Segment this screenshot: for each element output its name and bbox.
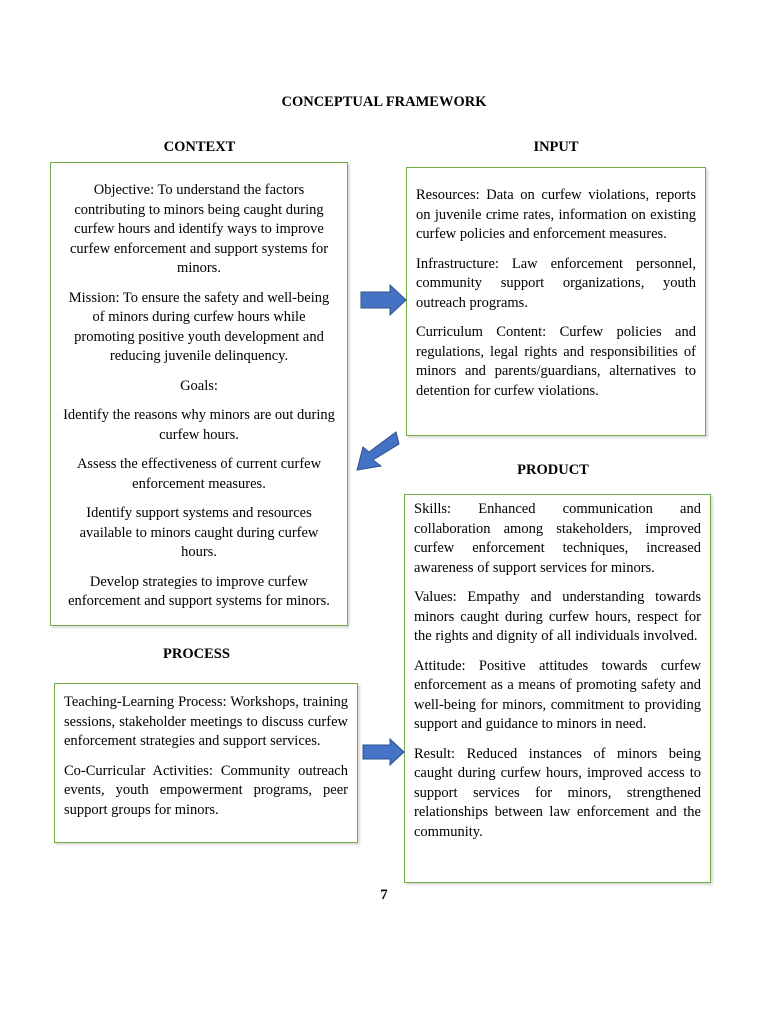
process-box bbox=[54, 683, 358, 843]
right-arrow-icon bbox=[360, 284, 408, 316]
product-result: Result: Reduced instances of minors being caught during curfew hours, improved access to support services for minors, strengthened relationships between law enforcement and the community. bbox=[414, 745, 701, 840]
context-box bbox=[50, 162, 348, 626]
product-attitude: Attitude: Positive attitudes towards curfew enforcement as a means of promoting safety and well-being for minors, commitment to providing support and guidance to minors in need. bbox=[414, 657, 701, 732]
context-goals-label: Goals: bbox=[180, 377, 218, 394]
process-heading: PROCESS bbox=[163, 646, 230, 662]
context-goal-3: Identify support systems and resources available to minors caught during curfew hours. bbox=[79, 505, 319, 560]
input-infrastructure: Infrastructure: Law enforcement personnel, community support organizations, youth outreach programs. bbox=[416, 255, 696, 311]
process-co-curricular: Co-Curricular Activities: Community outreach events, youth empowerment programs, peer support groups for minors. bbox=[64, 762, 348, 818]
context-objective: Objective: To understand the factors contributing to minors being caught during curfew hours and identify ways to improve curfew enforcement and support systems for minors. bbox=[69, 182, 329, 276]
page-number: 7 bbox=[380, 887, 388, 903]
context-mission: Mission: To ensure the safety and well-being of minors during curfew hours while promoting positive youth development and reducing juvenile delinquency. bbox=[68, 289, 330, 364]
product-skills: Skills: Enhanced communication and collaboration among stakeholders, improved curfew enforcement techniques, increased awareness of support services for minors. bbox=[414, 501, 701, 576]
product-box bbox=[404, 494, 711, 883]
input-heading: INPUT bbox=[533, 139, 579, 155]
input-resources: Resources: Data on curfew violations, reports on juvenile crime rates, information on existing curfew policies and enforcement measures. bbox=[416, 187, 696, 242]
process-teaching-learning: Teaching-Learning Process: Workshops, training sessions, stakeholder meetings to discuss curfew enforcement strategies and support services. bbox=[64, 694, 348, 749]
input-box bbox=[406, 167, 706, 436]
down-left-arrow-icon bbox=[355, 430, 400, 472]
right-arrow-icon bbox=[362, 738, 406, 766]
context-heading: CONTEXT bbox=[163, 139, 236, 155]
context-goal-2: Assess the effectiveness of current curfew enforcement measures. bbox=[76, 456, 322, 492]
product-heading: PRODUCT bbox=[517, 462, 589, 478]
context-goal-1: Identify the reasons why minors are out during curfew hours. bbox=[63, 407, 335, 443]
input-curriculum: Curriculum Content: Curfew policies and regulations, legal rights and responsibilities of minors and parents/guardians, alternatives to detention for curfew violations. bbox=[416, 324, 696, 399]
product-values: Values: Empathy and understanding towards minors caught during curfew hours, respect for the rights and dignity of all individuals involved. bbox=[414, 589, 701, 644]
context-goal-4: Develop strategies to improve curfew enforcement and support systems for minors. bbox=[68, 573, 330, 609]
page-title: CONCEPTUAL FRAMEWORK bbox=[281, 94, 487, 110]
